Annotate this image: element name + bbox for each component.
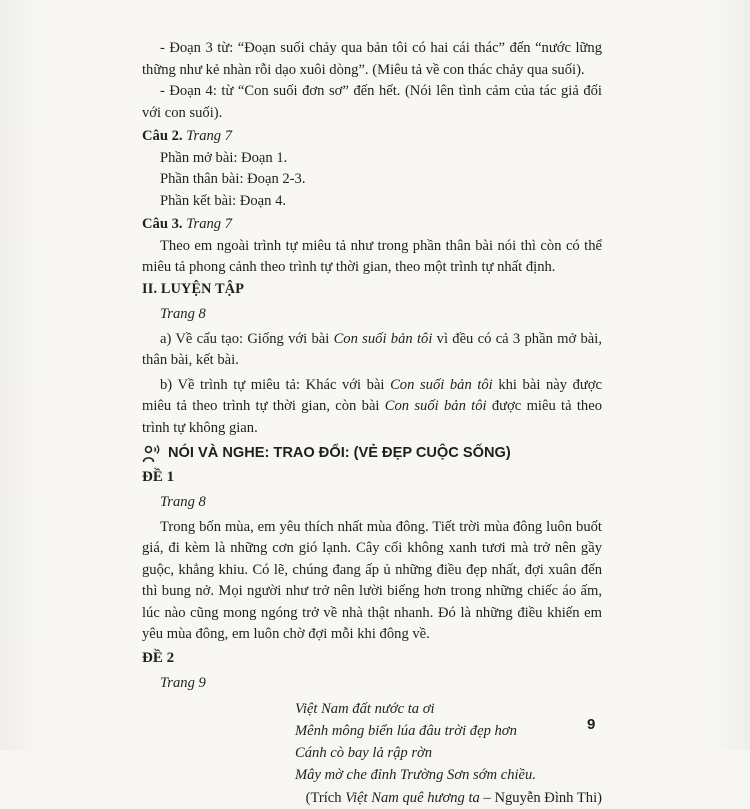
poem-line: Việt Nam đất nước ta ơi	[295, 698, 602, 720]
b-title-1: Con suối bản tôi	[390, 377, 493, 393]
line-ket-bai: Phần kết bài: Đoạn 4.	[142, 191, 602, 213]
paragraph-doan-3: - Đoạn 3 từ: “Đoạn suối chảy qua bản tôi có hai cái thác” đến “nước lững thững như kẻ nhàn rỗi dạo xuôi dòng”. (Miêu tả về con thác chảy qua suối).	[142, 38, 602, 81]
noi-va-nghe-title: NÓI VÀ NGHE: TRAO ĐỔI: (VẺ ĐẸP CUỘC SỐNG)	[168, 443, 511, 465]
heading-cau-2	[142, 126, 602, 148]
paragraph-a	[142, 329, 602, 372]
cau-2-page-ref: Trang 7	[186, 128, 232, 144]
heading-cau-3	[142, 214, 602, 236]
page-content	[142, 38, 602, 809]
paragraph-de-1: Trong bốn mùa, em yêu thích nhất mùa đông. Tiết trời mùa đông luôn buốt giá, đi kèm là những cơn gió lạnh. Cây cối không xanh tươi mà trở nên gầy guộc, khẳng khiu. Có lẽ, chúng đang ấp ủ những điều đẹp nhất, đợi xuân đến thì bung nở. Mọi người như trở nên lười biếng hơn trong những chiếc áo ấm, lúc nào cũng mong ngóng trở về nhà thật nhanh. Đó là những điều khiến em yêu mùa đông, em luôn chờ đợi mỗi khi đông về.	[142, 517, 602, 646]
b-suffix: được miêu tả theo trình tự không gian.	[142, 398, 602, 436]
cite-suffix: – Nguyễn Đình Thi)	[480, 790, 602, 806]
b-prefix: b) Về trình tự miêu tả: Khác với bài	[160, 377, 390, 393]
cite-title: Việt Nam quê hương ta	[345, 790, 480, 806]
cau-2-label: Câu 2.	[142, 128, 183, 144]
cite-prefix: (Trích	[306, 790, 346, 806]
b-mid: khi bài này được miêu tả theo trình tự thời gian, còn bài	[142, 377, 602, 415]
poem-citation	[142, 788, 602, 809]
paragraph-b	[142, 375, 602, 440]
b-title-2: Con suối bản tôi	[385, 398, 487, 414]
heading-noi-va-nghe	[142, 443, 602, 465]
cau-3-page-ref: Trang 7	[186, 216, 232, 232]
heading-de-1: ĐỀ 1	[142, 467, 602, 489]
a-prefix: a) Về cấu tạo: Giống với bài	[160, 331, 334, 347]
line-mo-bai: Phần mở bài: Đoạn 1.	[142, 148, 602, 170]
paragraph-cau-3: Theo em ngoài trình tự miêu tả như trong phần thân bài nói thì còn có thể miêu tả phong cảnh theo trình tự thời gian, theo một trình tự nhất định.	[142, 236, 602, 279]
poem-line: Cánh cò bay lả rập rờn	[295, 742, 602, 764]
de-2-page-ref: Trang 9	[142, 673, 602, 695]
page-number: 9	[587, 716, 595, 733]
de-1-page-ref: Trang 8	[142, 492, 602, 514]
poem	[142, 698, 602, 786]
poem-line: Mênh mông biển lúa đâu trời đẹp hơn	[295, 720, 602, 742]
speaking-person-icon	[142, 444, 162, 464]
luyen-tap-page-ref: Trang 8	[142, 304, 602, 326]
a-title: Con suối bản tôi	[334, 331, 433, 347]
poem-line: Mây mờ che đỉnh Trường Sơn sớm chiều.	[295, 764, 602, 786]
cau-3-label: Câu 3.	[142, 216, 183, 232]
line-than-bai: Phần thân bài: Đoạn 2-3.	[142, 169, 602, 191]
a-suffix: vì đều có cả 3 phần mở bài, thân bài, kết bài.	[142, 331, 602, 369]
paragraph-doan-4: - Đoạn 4: từ “Con suối đơn sơ” đến hết. (Nói lên tình cảm của tác giả đối với con suối).	[142, 81, 602, 124]
heading-luyen-tap: II. LUYỆN TẬP	[142, 279, 602, 301]
heading-de-2: ĐỀ 2	[142, 648, 602, 670]
